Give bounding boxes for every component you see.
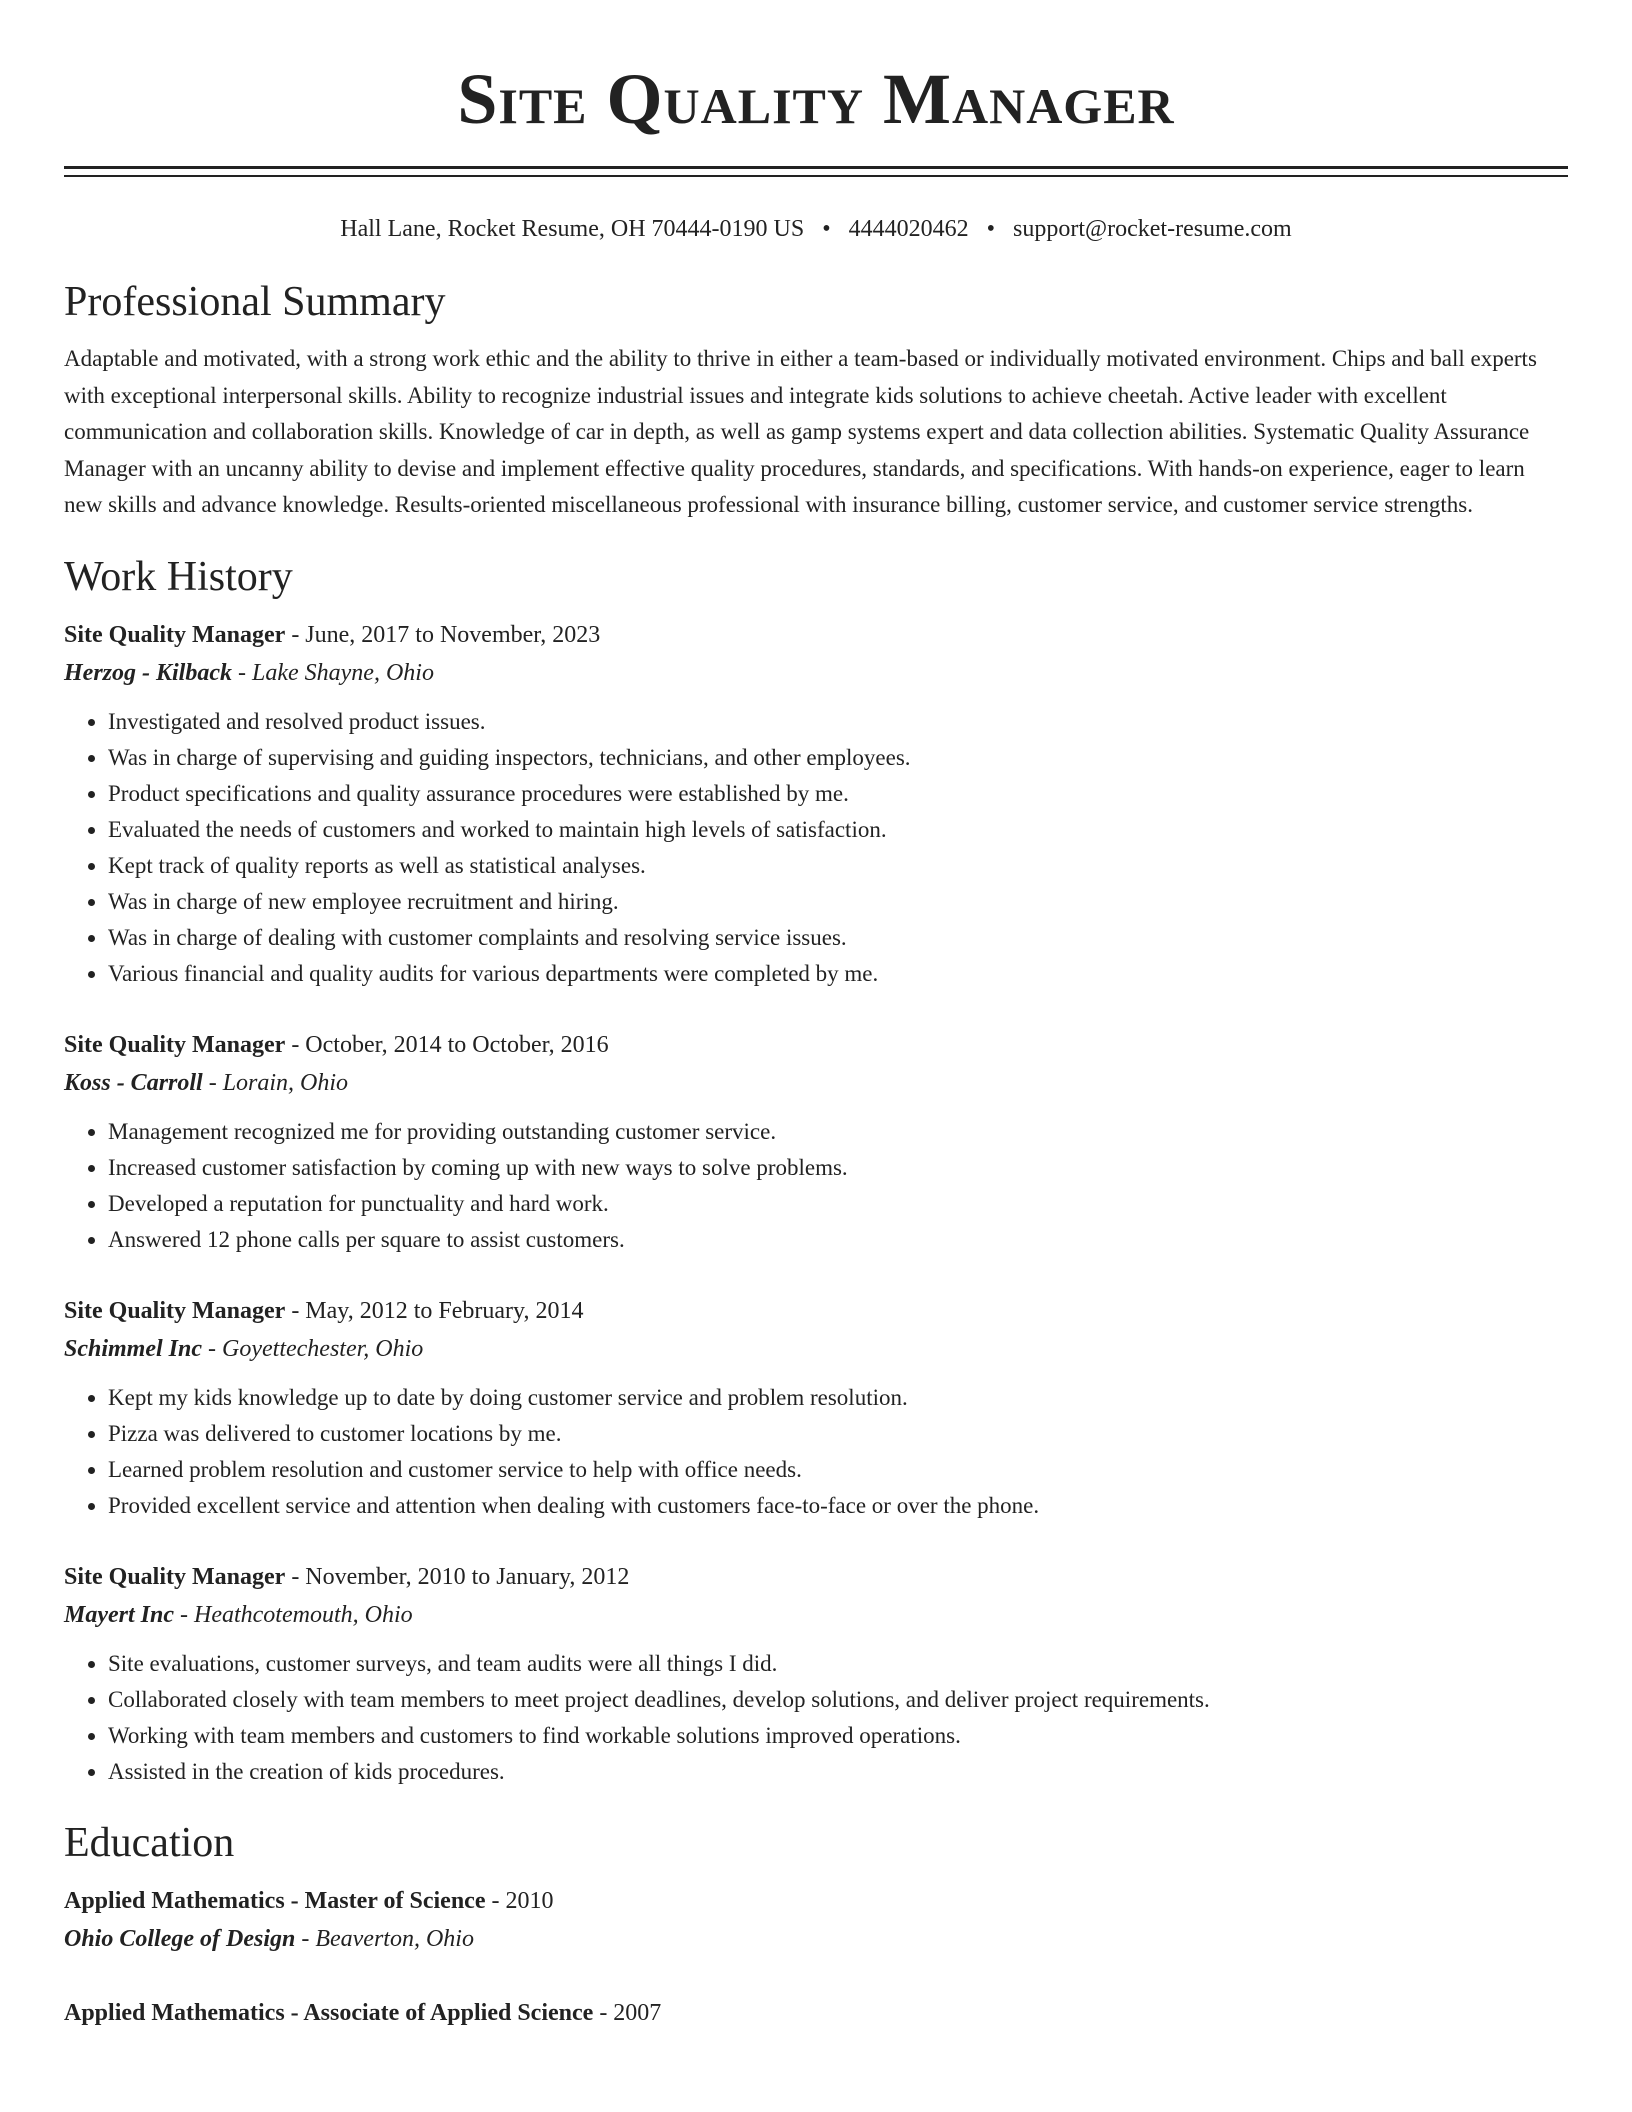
job-dates: - October, 2014 to October, 2016 [285,1031,609,1058]
job-bullet: • Developed a reputation for punctuality and hard work. [108,1186,1568,1222]
job-bullets [64,704,1568,992]
education-degree: Applied Mathematics - Master of Science [64,1887,486,1914]
job-title: Site Quality Manager [64,1563,286,1590]
education-degree: Applied Mathematics - Associate of Applied Science [64,1999,594,2026]
job-company-line [64,1330,1568,1368]
job-bullet: • Learned problem resolution and customer service to help with office needs. [108,1452,1568,1488]
job-title: Site Quality Manager [64,1297,286,1324]
header-divider-thick [64,166,1568,169]
job-bullet: • Was in charge of new employee recruitment and hiring. [108,884,1568,920]
job-location: - Lake Shayne, Ohio [232,659,434,686]
job-company-line [64,1596,1568,1634]
work-history-heading: Work History [64,553,293,600]
contact-separator: • [822,216,831,242]
job-dates: - May, 2012 to February, 2014 [285,1297,584,1324]
job-dates: - June, 2017 to November, 2023 [285,621,601,648]
job-bullet: • Management recognized me for providing outstanding customer service. [108,1114,1568,1150]
job-bullet: • Was in charge of dealing with customer complaints and resolving service issues. [108,920,1568,956]
job-bullet: • Pizza was delivered to customer locations by me. [108,1416,1568,1452]
education-location: - Beaverton, Ohio [295,1925,474,1952]
job-title-line [64,1292,1568,1330]
education-entry [64,1882,1568,1958]
job-company-line [64,1064,1568,1102]
job-title-line [64,1026,1568,1064]
summary-text: Adaptable and motivated, with a strong work ethic and the ability to thrive in either a team-based or individually motivated environment. Chips and ball experts with exceptional interpersonal skills. Ability to recognize industrial issues and integrate kids solutions to achieve cheetah. Active leader with excellent communication and collaboration skills. Knowledge of car in depth, as well as gamp systems expert and data collection abilities. Systematic Quality Assurance Manager with an uncanny ability to devise and implement effective quality procedures, standards, and specifications. With hands-on experience, eager to learn new skills and advance knowledge. Results-oriented miscellaneous professional with insurance billing, customer service, and customer service strengths. [64,346,1537,517]
job-bullets [64,1114,1568,1258]
summary-heading: Professional Summary [64,279,446,325]
contact-email: support@rocket-resume.com [1013,216,1292,242]
education-year: - 2007 [593,1999,662,2026]
job-bullet: • Answered 12 phone calls per square to assist customers. [108,1222,1568,1258]
job-bullet: • Various financial and quality audits for various departments were completed by me. [108,956,1568,992]
job-entry [64,1558,1568,1790]
job-company: Koss - Carroll [64,1069,203,1096]
job-entry [64,616,1568,992]
education-year: - 2010 [485,1887,554,1914]
job-bullet: • Kept my kids knowledge up to date by doing customer service and problem resolution. [108,1380,1568,1416]
job-company: Herzog - Kilback [64,659,232,686]
resume-name: Site Quality Manager [457,59,1175,139]
header-divider-thin [64,175,1568,177]
job-bullet: • Investigated and resolved product issues. [108,704,1568,740]
job-bullet: • Kept track of quality reports as well as statistical analyses. [108,848,1568,884]
job-title: Site Quality Manager [64,621,286,648]
job-location: - Heathcotemouth, Ohio [174,1601,413,1628]
education-degree-line [64,1994,1568,2032]
education-school-line [64,1920,1568,1958]
job-location: - Goyettechester, Ohio [202,1335,424,1362]
job-bullets [64,1380,1568,1524]
education-degree-line [64,1882,1568,1920]
job-company: Schimmel Inc [64,1335,203,1362]
contact-address: Hall Lane, Rocket Resume, OH 70444-0190 US [340,216,805,242]
job-entry [64,1026,1568,1258]
job-entry [64,1292,1568,1524]
job-company: Mayert Inc [64,1601,174,1628]
job-bullet: • Assisted in the creation of kids procedures. [108,1754,1568,1790]
education-heading: Education [64,1819,235,1866]
contact-separator: • [986,216,996,242]
job-bullet: • Site evaluations, customer surveys, and team audits were all things I did. [108,1646,1568,1682]
job-dates: - November, 2010 to January, 2012 [285,1563,630,1590]
job-bullet: • Collaborated closely with team members to meet project deadlines, develop solutions, and deliver project requirements. [108,1682,1568,1718]
job-bullet: • Was in charge of supervising and guiding inspectors, technicians, and other employees. [108,740,1568,776]
job-bullets [64,1646,1568,1790]
contact-phone: 4444020462 [848,216,969,242]
job-title-line [64,616,1568,654]
education-school: Ohio College of Design [64,1925,296,1952]
job-location: - Lorain, Ohio [202,1069,349,1096]
job-title: Site Quality Manager [64,1031,286,1058]
job-company-line [64,654,1568,692]
contact-line [64,213,1568,245]
job-bullet: • Product specifications and quality assurance procedures were established by me. [108,776,1568,812]
job-bullet: • Increased customer satisfaction by coming up with new ways to solve problems. [108,1150,1568,1186]
job-bullet: • Working with team members and customers to find workable solutions improved operations. [108,1718,1568,1754]
job-bullet: • Provided excellent service and attention when dealing with customers face-to-face or over the phone. [108,1488,1568,1524]
education-entry [64,1994,1568,2032]
job-title-line [64,1558,1568,1596]
job-bullet: • Evaluated the needs of customers and worked to maintain high levels of satisfaction. [108,812,1568,848]
